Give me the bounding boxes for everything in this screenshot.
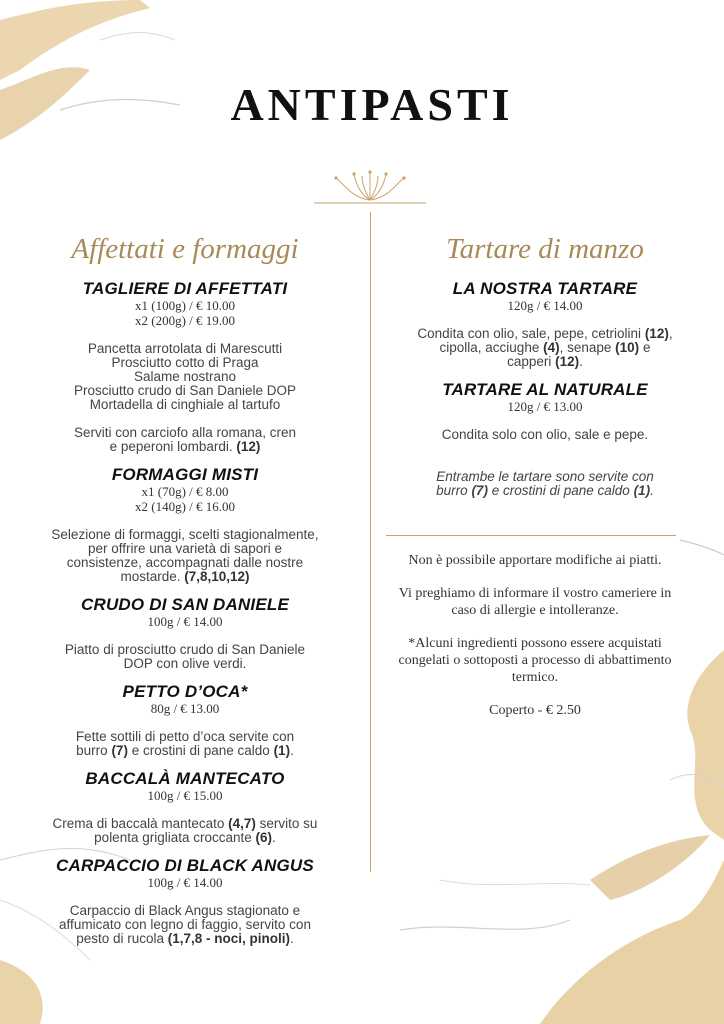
allergen-code: (4,7)	[228, 816, 256, 831]
dish-formaggi	[20, 466, 350, 584]
gold-marble-decoration	[400, 820, 724, 1024]
dish-description: consistenze, accompagnati dalle nostre	[66, 555, 304, 570]
dish-name: PETTO D’OCA*	[122, 682, 248, 701]
dish-description: Condita solo con olio, sale e pepe.	[441, 427, 649, 442]
allergen-code: (12)	[555, 354, 580, 369]
dish-description: per offrire una varietà di sapori e	[87, 541, 283, 556]
list-item: Prosciutto crudo di San Daniele DOP	[73, 383, 297, 398]
dish-description: polenta grigliata croccante (6).	[94, 830, 276, 845]
dish-description: Crema di baccalà mantecato (4,7) servito su	[52, 816, 318, 831]
allergen-code: (1,7,8 - noci, pinoli)	[167, 931, 291, 946]
dish-price: 100g / € 14.00	[147, 875, 223, 890]
dish-price: 120g / € 14.00	[507, 298, 583, 313]
dish-nostra-tartare	[390, 280, 700, 369]
right-column	[390, 232, 700, 498]
dish-description: Fette sottili di petto d’oca servite con	[75, 729, 295, 744]
allergen-code: (12)	[236, 439, 261, 454]
allergen-code: (6)	[255, 830, 273, 845]
dish-tagliere	[20, 280, 350, 454]
allergen-code: (7)	[471, 483, 488, 498]
list-item: Prosciutto cotto di Praga	[111, 355, 259, 370]
allergen-code: (1)	[633, 483, 651, 498]
dish-price: 100g / € 15.00	[147, 788, 223, 803]
dish-name: CARPACCIO DI BLACK ANGUS	[56, 856, 314, 875]
dish-description: Piatto di prosciutto crudo di San Daniele	[64, 642, 306, 657]
note-text: burro (7) e crostini di pane caldo (1).	[436, 483, 654, 498]
vertical-divider	[370, 212, 371, 872]
dish-description: pesto di rucola (1,7,8 - noci, pinoli).	[76, 931, 294, 946]
dish-price: x2 (140g) / € 16.00	[134, 499, 236, 514]
list-item: Salame nostrano	[133, 369, 237, 384]
list-item: Mortadella di cinghiale al tartufo	[89, 397, 281, 412]
info-coperto: Coperto - € 2.50	[489, 703, 581, 718]
section-title: Tartare di manzo	[446, 233, 644, 265]
dish-price: 100g / € 14.00	[147, 614, 223, 629]
dish-price: 80g / € 13.00	[150, 701, 220, 716]
dish-description: Serviti con carciofo alla romana, cren	[73, 425, 297, 440]
dish-description: mostarde. (7,8,10,12)	[120, 569, 250, 584]
info-block	[395, 552, 675, 735]
dish-name: TARTARE AL NATURALE	[442, 380, 648, 399]
dish-price: x1 (70g) / € 8.00	[141, 484, 229, 499]
dish-crudo	[20, 596, 350, 671]
allergen-code: (10)	[615, 340, 640, 355]
dish-name: FORMAGGI MISTI	[111, 465, 259, 484]
dish-price: x2 (200g) / € 19.00	[134, 313, 236, 328]
dish-description: Condita con olio, sale, pepe, cetriolini (12),	[417, 326, 673, 341]
dish-name: BACCALÀ MANTECATO	[85, 769, 285, 788]
dish-description: Carpaccio di Black Angus stagionato e	[69, 903, 301, 918]
info-allergy: Vi preghiamo di informare il vostro cameriere in caso di allergie e intolleranze.	[398, 586, 672, 618]
dish-description: burro (7) e crostini di pane caldo (1).	[76, 743, 294, 758]
dish-baccala	[20, 770, 350, 845]
dish-price: x1 (100g) / € 10.00	[134, 298, 236, 313]
allergen-code: (12)	[644, 326, 669, 341]
ornament-icon	[312, 170, 428, 206]
info-frozen: *Alcuni ingredienti possono essere acquistati congelati o sottoposti a processo di abbattimento termico.	[398, 636, 672, 685]
dish-name: LA NOSTRA TARTARE	[452, 279, 638, 298]
left-column	[20, 232, 350, 946]
dish-name: TAGLIERE DI AFFETTATI	[82, 279, 288, 298]
dish-carpaccio	[20, 857, 350, 946]
dish-tartare-naturale	[390, 381, 700, 442]
section-title: Affettati e formaggi	[71, 233, 299, 265]
note-text: Entrambe le tartare sono servite con	[436, 469, 654, 484]
dish-description: affumicato con legno di faggio, servito con	[59, 917, 311, 932]
dish-description: e peperoni lombardi. (12)	[109, 439, 261, 454]
info-no-modifications: Non è possibile apportare modifiche ai piatti.	[408, 553, 662, 568]
allergen-code: (4)	[543, 340, 560, 355]
allergen-code: (7)	[111, 743, 128, 758]
dish-description: capperi (12).	[507, 354, 583, 369]
dish-description: DOP con olive verdi.	[123, 656, 247, 671]
dish-name: CRUDO DI SAN DANIELE	[80, 595, 289, 614]
dish-description: Selezione di formaggi, scelti stagionalmente,	[51, 527, 319, 542]
list-item: Pancetta arrotolata di Marescutti	[87, 341, 283, 356]
page-title: ANTIPASTI	[230, 79, 514, 130]
dish-petto	[20, 683, 350, 758]
dish-description: cipolla, acciughe (4), senape (10) e	[439, 340, 651, 355]
horizontal-divider	[386, 535, 676, 536]
allergen-code: (1)	[273, 743, 291, 758]
dish-price: 120g / € 13.00	[507, 399, 583, 414]
tartare-note	[390, 470, 700, 498]
allergen-code: (7,8,10,12)	[184, 569, 250, 584]
